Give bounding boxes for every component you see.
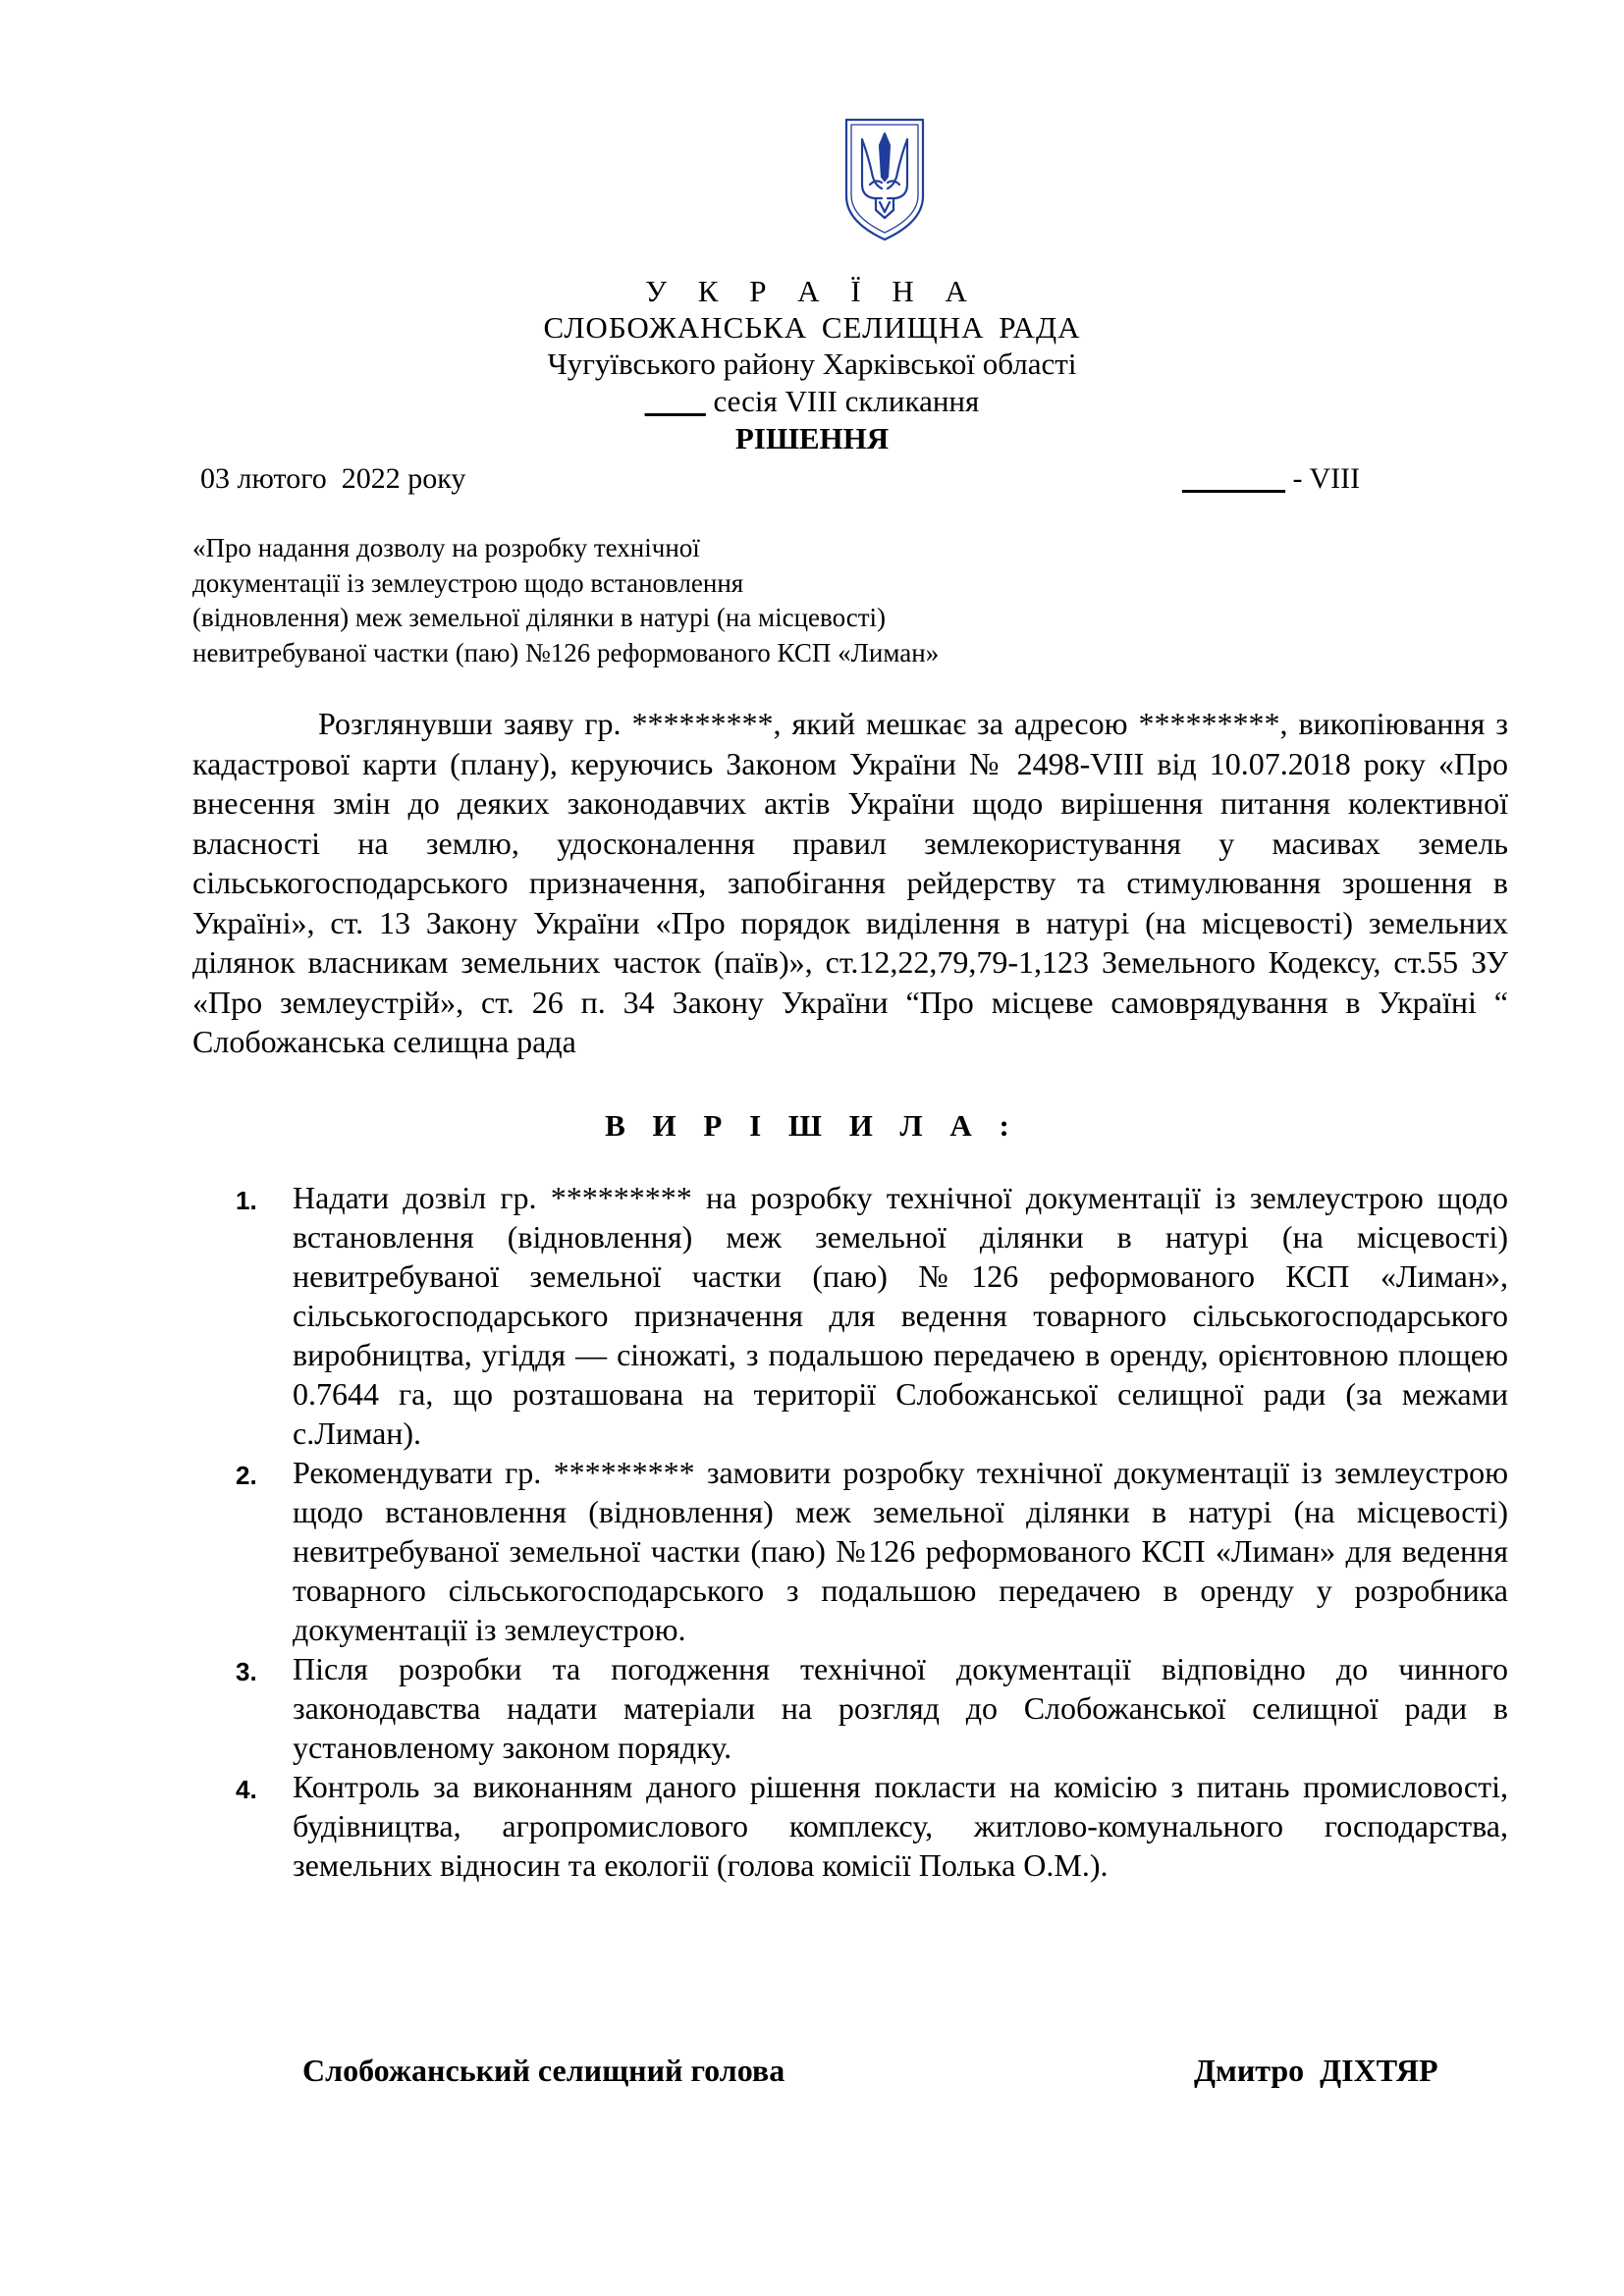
preamble-paragraph: Розглянувши заяву гр. *********, який мешкає за адресою *********, викопіювання з кадастрової карти (плану), керуючись Законом України № 2498-VIII від 10.07.2018 року «Про внесення змін до деяких законодавчих актів України щодо вирішення питання колективної власності на землю, удосконалення правил землекористування у масивах земель сільськогосподарського призначення, запобігання рейдерству та стимулювання зрошення в Україні», ст. 13 Закону України «Про порядок виділення в натурі (на місцевості) земельних ділянок власникам земельних часток (паїв)», ст.12,22,79,79-1,123 Земельного Кодексу, ст.55 ЗУ «Про землеустрій», ст. 26 п. 34 Закону України “Про місцеве самоврядування в Україні “ Слобожанська селищна рада <box>192 706 1508 1059</box>
country-heading: У К Р А Ї Н А <box>645 274 979 308</box>
subject-line: документації із землеустрою щодо встановлення <box>192 567 744 598</box>
item-text: Рекомендувати гр. ********* замовити розробку технічної документації із землеустрою щодо встановлення (відновлення) меж земельної ділянки в натурі (на місцевості) невитребуваної земельної частки (паю) №126 реформованого КСП «Лиман» для ведення товарного сільськогосподарського з подальшою передачею в оренду у розробника документації із землеустрою. <box>293 1455 1508 1647</box>
resolved-heading: В И Р І Ш И Л А : <box>605 1108 1019 1143</box>
decision-number <box>1182 460 1360 498</box>
session-number-blank: ____ <box>644 384 706 418</box>
subject-line: невитребуваної частки (паю) №126 реформованого КСП «Лиман» <box>192 637 940 667</box>
council-heading: СЛОБОЖАНСЬКА СЕЛИЩНА РАДА <box>543 310 1081 345</box>
item-text: Контроль за виконанням даного рішення покласти на комісію з питань промисловості, будівництва, агропромислового комплексу, житлово-комунального господарства, земельних відносин та екології (голова комісії Полька О.М.). <box>293 1769 1508 1883</box>
trident-coat-of-arms-icon <box>842 116 927 243</box>
item-text: Після розробки та погодження технічної документації відповідно до чинного законодавства надати матеріали на розгляд до Слобожанської селищної ради в установленому законом порядку. <box>293 1651 1508 1765</box>
item-number: 1. <box>236 1186 257 1215</box>
decision-number-suffix: - VIII <box>1285 462 1361 495</box>
decision-number-blank: _______ <box>1182 462 1285 495</box>
signatory-name: Дмитро ДІХТЯР <box>1194 2053 1438 2088</box>
item-text: Надати дозвіл гр. ********* на розробку технічної документації із землеустрою щодо встановлення (відновлення) меж земельної ділянки в натурі (на місцевості) невитребуваної земельної частки (паю) №126 реформованого КСП «Лиман», сільськогосподарського призначення для ведення товарного сільськогосподарського виробництва, угіддя — сіножаті, з подальшою передачею в оренду, орієнтовною площею 0.7644 га, що розташована на території Слобожанської селищної ради (за межами с.Лиман). <box>293 1180 1508 1451</box>
subject-line: «Про надання дозволу на розробку технічної <box>192 533 700 562</box>
decision-items-list <box>236 1178 1508 1885</box>
subject-line: (відновлення) меж земельної ділянки в натурі (на місцевості) <box>192 603 887 632</box>
item-number: 2. <box>236 1461 257 1490</box>
session-label: сесія VIII скликання <box>705 384 980 418</box>
decision-item <box>236 1767 1508 1885</box>
decision-item <box>236 1649 1508 1767</box>
item-number: 4. <box>236 1775 257 1804</box>
session-heading <box>0 383 1624 419</box>
decision-item <box>236 1178 1508 1453</box>
district-heading: Чугуївського району Харківської області <box>547 347 1077 381</box>
decision-item <box>236 1453 1508 1649</box>
decision-subject <box>192 531 1076 670</box>
signatory-title: Слобожанський селищний голова <box>302 2053 785 2088</box>
item-number: 3. <box>236 1657 257 1686</box>
decision-date: 03 лютого 2022 року <box>200 462 466 495</box>
document-type-title: РІШЕННЯ <box>734 421 890 455</box>
